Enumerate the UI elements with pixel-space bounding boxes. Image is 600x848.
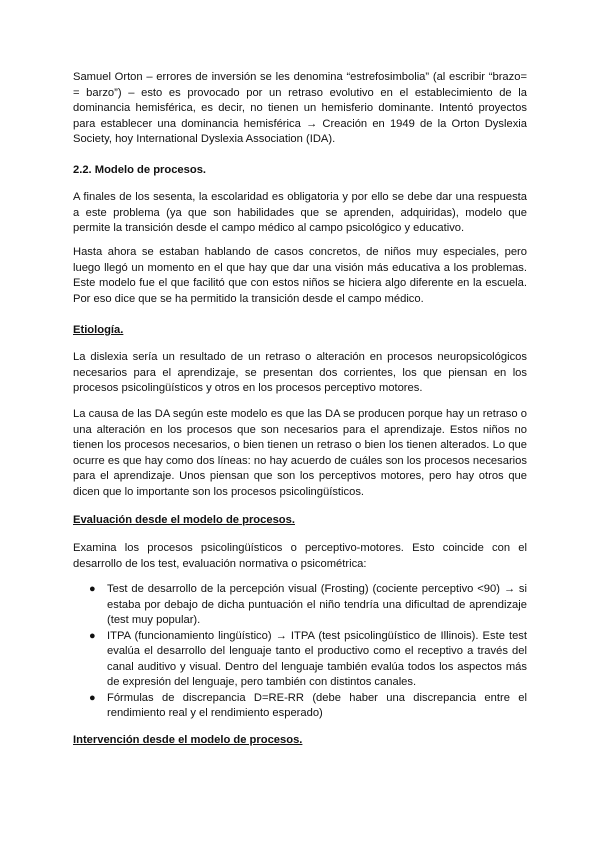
modelo-paragraph-2: Hasta ahora se estaban hablando de casos concretos, de niños muy especiales, pero luego llegó un momento en el que hay que dar una visión más educativa a los problemas. Este modelo fue el que facilitó que con estos niños se hiciera algo diferente en la escuela. Por eso dice que se ha permitido la transición desde el campo médico. [73,246,527,305]
list-item-text: Test de desarrollo de la percepción visual (Frosting) (cociente perceptivo <90) → si estaba por debajo de dicha puntuación el niño tendría una dificultad de aprendizaje (test muy popular). [107,583,527,626]
list-item-text: ITPA (funcionamiento lingüístico) → ITPA (test psicolingüístico de Illinois). Este test evalúa el desarrollo del lenguaje tanto el productivo como el receptivo a través del canal auditivo y visual. Dentro del lenguaje también evalúa todos los aspectos más de expresión del lenguaje, pero también con distintos canales. [107,629,527,688]
list-item-text: Fórmulas de discrepancia D=RE-RR (debe haber una discrepancia entre el rendimiento real y el rendimiento esperado) [107,691,527,719]
bullet-icon: ● [89,629,96,642]
list-item [73,691,527,722]
evaluacion-paragraph-1: Examina los procesos psicolingüísticos o perceptivo-motores. Esto coincide con el desarrollo de los test, evaluación normativa o psicométrica: [73,542,527,570]
list-item [73,629,527,691]
section-heading-intervencion: Intervención desde el modelo de procesos. [73,734,303,746]
list-item [73,582,527,629]
etiologia-paragraph-2: La causa de las DA según este modelo es que las DA se producen porque hay un retraso o una alteración en los procesos que son necesarios para el aprendizaje. Estos niños no tienen los procesos necesarios, o bien tienen un retraso o bien los tienen alterados. Lo que ocurre es que hay como dos líneas: no hay acuerdo de cuáles son los procesos necesarios para el aprendizaje. Unos piensan que son los perceptivos motores, pero hay otros que dicen que lo importante son los procesos psicolingüísticos. [73,408,527,498]
section-heading-evaluacion: Evaluación desde el modelo de procesos. [73,514,295,526]
section-heading-etiologia: Etiología. [73,324,124,336]
intro-paragraph: Samuel Orton – errores de inversión se les denomina “estrefosimbolia” (al escribir “brazo= = barzo”) – esto es provocado por un retraso evolutivo en el establecimiento de la dominancia hemisférica, es decir, no tienen un hemisferio dominante. Intentó proyectos para establecer una dominancia hemisférica → Creación en 1949 de la Orton Dyslexia Society, hoy International Dyslexia Association (IDA). [73,71,527,145]
bullet-icon: ● [89,583,96,595]
modelo-paragraph-1: A finales de los sesenta, la escolaridad es obligatoria y por ello se debe dar una respuesta a este problema (ya que son habilidades que se aprenden, adquiridas), modelo que permite la transición desde el campo médico al campo psicológico y educativo. [73,191,527,234]
etiologia-paragraph-1: La dislexia sería un resultado de un retraso o alteración en procesos neuropsicológicos necesarios para el aprendizaje, se presentan dos corrientes, los que piensan en los procesos psicolingüísticos y otros en los procesos perceptivo motores. [73,351,527,394]
evaluacion-bullet-list [73,582,527,722]
bullet-icon: ● [89,691,96,704]
section-heading-modelo-procesos: 2.2. Modelo de procesos. [73,164,207,176]
